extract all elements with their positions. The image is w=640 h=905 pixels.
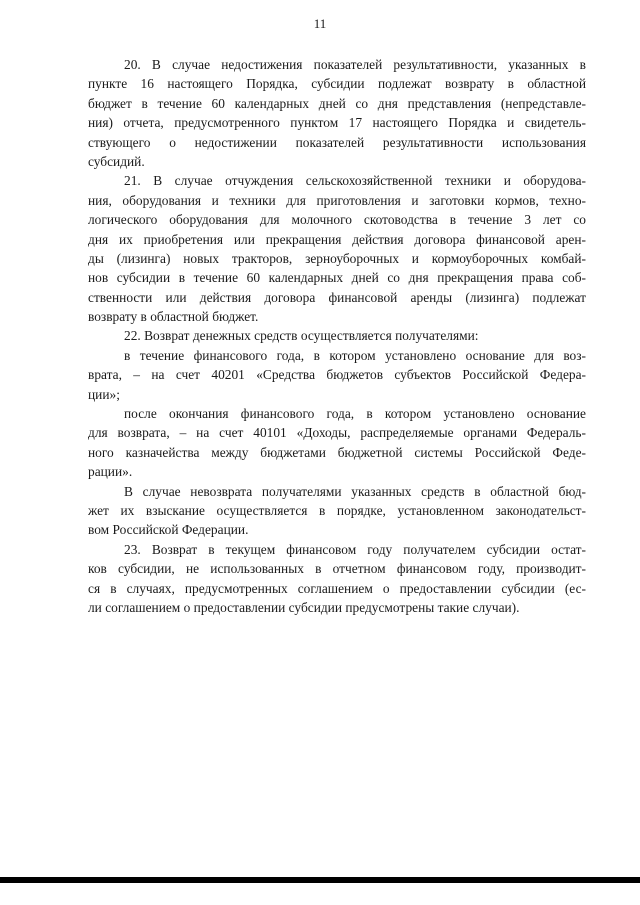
- paragraph-22-item-2: [88, 404, 586, 482]
- bottom-scan-border: [0, 877, 640, 883]
- text-line: ствующего о недостижении показателей результативности использования: [88, 134, 586, 150]
- paragraph-20: [88, 55, 586, 171]
- paragraph-23: [88, 540, 586, 618]
- paragraph-22-non-return: [88, 482, 586, 540]
- text-line: в течение финансового года, в котором установлено основание для воз-: [124, 347, 586, 363]
- text-line: ции»;: [88, 386, 120, 402]
- text-line: 21. В случае отчуждения сельскохозяйственной техники и оборудова-: [124, 173, 586, 189]
- text-line: ды (лизинга) новых тракторов, зерноуборочных и кормоуборочных комбай-: [88, 250, 586, 266]
- text-line: возврату в областной бюджет.: [88, 309, 259, 325]
- text-line: В случае невозврата получателями указанных средств в областной бюд-: [124, 483, 586, 499]
- text-line: 23. Возврат в текущем финансовом году получателем субсидии остат-: [124, 541, 586, 557]
- text-line: после окончания финансового года, в котором установлено основание: [124, 406, 586, 422]
- text-line: ного казначейства между бюджетами бюджетной системы Российской Феде-: [88, 444, 586, 460]
- text-line: нов субсидии в течение 60 календарных дней со дня прекращения права соб-: [88, 270, 586, 286]
- text-line: ков субсидии, не использованных в отчетном финансовом году, производит-: [88, 561, 586, 577]
- text-line: вом Российской Федерации.: [88, 522, 249, 538]
- document-body: [88, 55, 586, 617]
- text-line: логического оборудования для молочного скотоводства в течение 3 лет со: [88, 212, 586, 228]
- paragraph-21: [88, 171, 586, 326]
- text-line: 22. Возврат денежных средств осуществляется получателями:: [124, 328, 479, 344]
- text-line: бюджет в течение 60 календарных дней со дня представления (непредставле-: [88, 95, 586, 111]
- text-line: ния) отчета, предусмотренного пунктом 17 настоящего Порядка и свидетель-: [88, 115, 586, 131]
- text-line: дня их приобретения или прекращения действия договора финансовой арен-: [88, 231, 586, 247]
- paragraph-22: [88, 326, 586, 345]
- page-number: 11: [313, 16, 327, 31]
- text-line: ся в случаях, предусмотренных соглашением о предоставлении субсидии (ес-: [88, 580, 586, 596]
- text-line: 20. В случае недостижения показателей результативности, указанных в: [124, 57, 586, 72]
- text-line: рации».: [88, 464, 133, 480]
- text-line: врата, – на счет 40201 «Средства бюджетов субъектов Российской Федера-: [88, 367, 586, 383]
- text-line: для возврата, – на счет 40101 «Доходы, распределяемые органами Федераль-: [88, 425, 586, 441]
- text-line: пункте 16 настоящего Порядка, субсидии подлежат возврату в областной: [88, 76, 586, 92]
- text-line: жет их взыскание осуществляется в порядке, установленном законодательст-: [88, 502, 586, 518]
- text-line: ния, оборудования и техники для приготовления и заготовки кормов, техно-: [88, 192, 586, 208]
- paragraph-22-item-1: [88, 346, 586, 404]
- text-line: субсидий.: [88, 153, 145, 169]
- text-line: ли соглашением о предоставлении субсидии предусмотрены такие случаи).: [88, 599, 520, 615]
- text-line: ственности или действия договора финансовой аренды (лизинга) подлежат: [88, 289, 586, 305]
